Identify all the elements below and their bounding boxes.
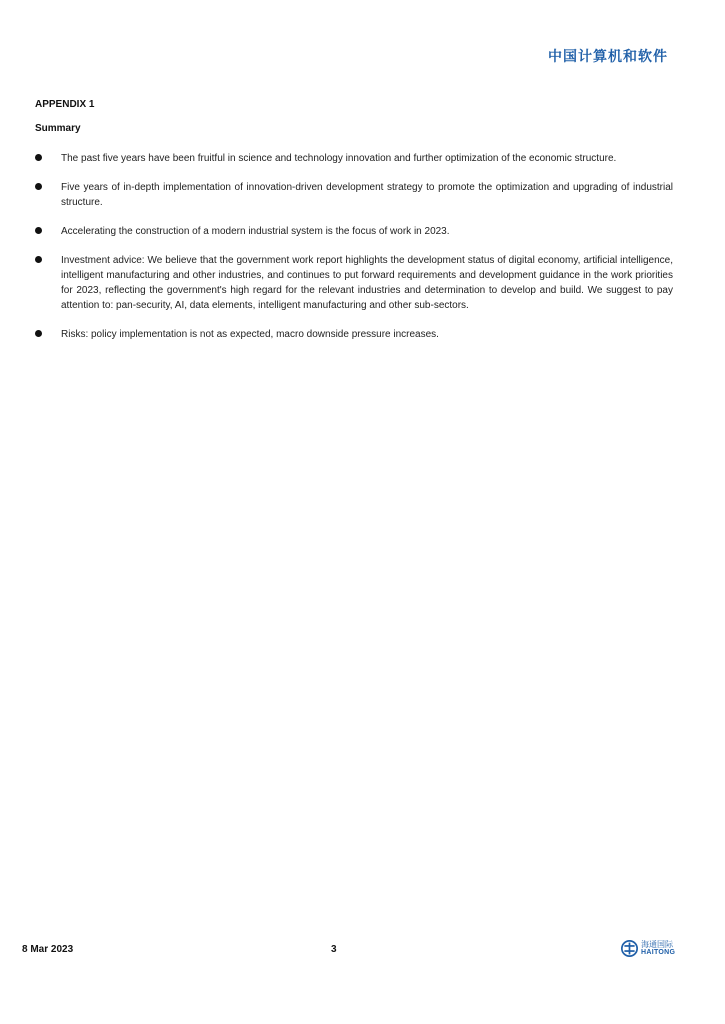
report-header-title: 中国计算机和软件	[548, 49, 668, 65]
bullet-text: Investment advice: We believe that the government work report highlights the development status of digital economy, artificial intelligence, intelligent manufacturing and other industries, and continues to put forward requirements and development guidance in the work priorities for 2023, reflecting the government's high regard for the relevant industries and determination to develop and build. We suggest to pay attention to: pan-security, AI, data elements, intelligent manufacturing and other sub-sectors.	[61, 255, 673, 311]
bullet-text: The past five years have been fruitful in science and technology innovation and further optimization of the economic structure.	[61, 153, 617, 164]
logo-chinese-text: 海通国际	[641, 939, 673, 949]
footer-date: 8 Mar 2023	[22, 944, 74, 955]
haitong-logo-icon	[621, 940, 638, 957]
bullet-item	[35, 180, 673, 210]
bullet-text: Risks: policy implementation is not as expected, macro downside pressure increases.	[61, 329, 439, 340]
summary-heading: Summary	[35, 123, 81, 134]
bullet-dot-icon	[35, 256, 42, 263]
bullet-dot-icon	[35, 183, 42, 190]
haitong-logo	[621, 940, 675, 957]
bullet-dot-icon	[35, 330, 42, 337]
bullet-item	[35, 253, 673, 313]
bullet-item	[35, 327, 673, 342]
summary-bullet-list	[35, 151, 673, 356]
bullet-dot-icon	[35, 227, 42, 234]
bullet-dot-icon	[35, 154, 42, 161]
bullet-item	[35, 151, 673, 166]
appendix-heading: APPENDIX 1	[35, 99, 95, 110]
bullet-text: Accelerating the construction of a modern industrial system is the focus of work in 2023.	[61, 226, 450, 237]
footer-page-number: 3	[331, 944, 337, 955]
bullet-item	[35, 224, 673, 239]
bullet-text: Five years of in-depth implementation of innovation-driven development strategy to promote the optimization and upgrading of industrial structure.	[61, 182, 673, 208]
logo-english-text: HAITONG	[641, 948, 676, 956]
